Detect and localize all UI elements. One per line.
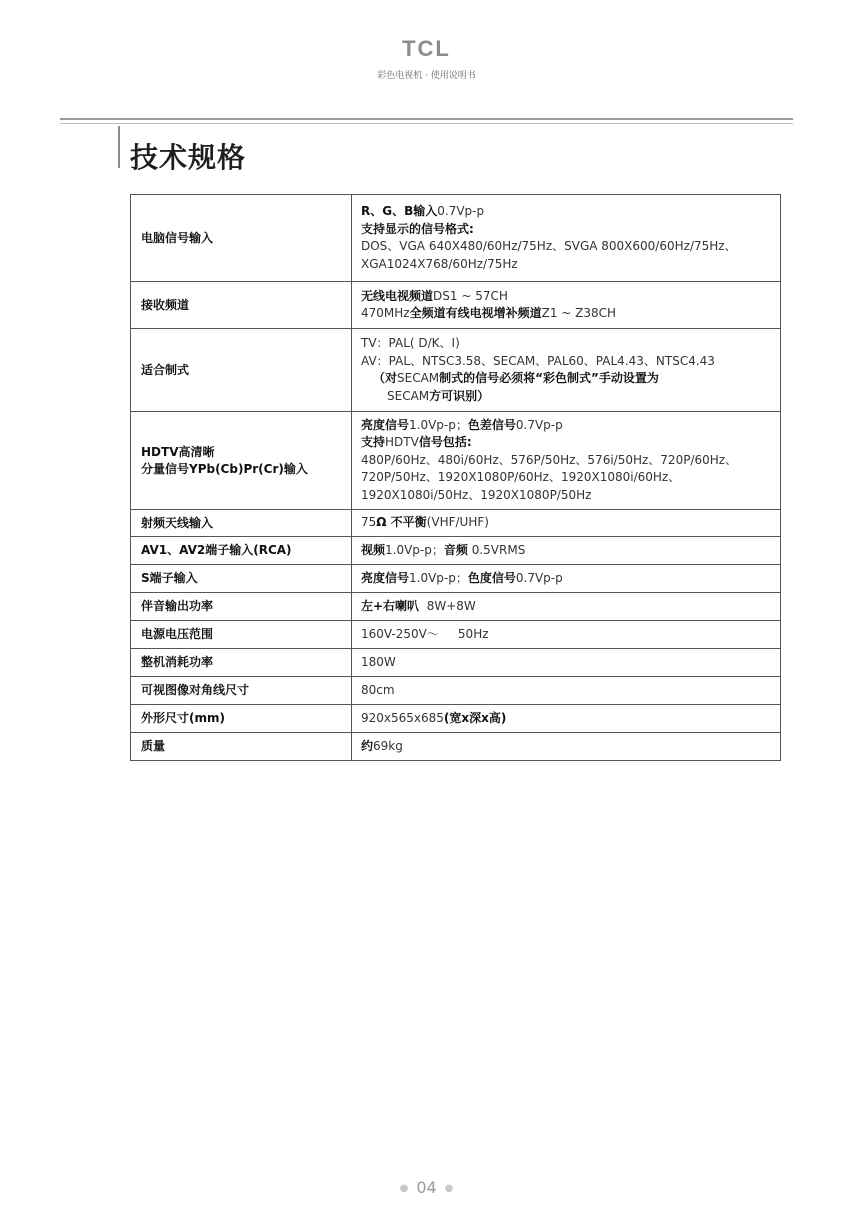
tcl-logo: TCL: [402, 36, 451, 61]
spec-label: 整机消耗功率: [131, 649, 352, 677]
table-row: [131, 705, 781, 733]
spec-value: 无线电视频道DS1 ~ 57CH 470MHz全频道有线电视增补频道Z1 ~ Z38CH: [352, 282, 781, 329]
header-divider-thin: [60, 123, 793, 124]
spec-label: 伴音输出功率: [131, 593, 352, 621]
table-row: [131, 677, 781, 705]
bullet-icon: ●: [444, 1183, 454, 1194]
spec-value: 160V-250V～ 50Hz: [352, 621, 781, 649]
page-number: ● 04 ●: [0, 1178, 853, 1197]
table-row: [131, 565, 781, 593]
spec-value: 180W: [352, 649, 781, 677]
spec-label: HDTV高清晰 分量信号YPb(Cb)Pr(Cr)输入: [131, 412, 352, 510]
table-row: [131, 733, 781, 761]
bullet-icon: ●: [399, 1183, 409, 1194]
spec-value: 亮度信号1.0Vp-p；色度信号0.7Vp-p: [352, 565, 781, 593]
table-row: [131, 621, 781, 649]
table-row: [131, 282, 781, 329]
table-row: [131, 537, 781, 565]
spec-label: AV1、AV2端子输入(RCA): [131, 537, 352, 565]
header-divider: [60, 118, 793, 120]
table-row: [131, 412, 781, 510]
spec-label: 可视图像对角线尺寸: [131, 677, 352, 705]
spec-label: 电源电压范围: [131, 621, 352, 649]
table-row: [131, 593, 781, 621]
spec-value: 视频1.0Vp-p；音频 0.5VRMS: [352, 537, 781, 565]
header-subtitle: 彩色电视机 · 使用说明书: [377, 71, 476, 81]
table-row: [131, 649, 781, 677]
spec-label: 电脑信号输入: [131, 195, 352, 282]
table-row: [131, 195, 781, 282]
table-row: [131, 510, 781, 537]
spec-label: S端子输入: [131, 565, 352, 593]
spec-value: 80cm: [352, 677, 781, 705]
spec-value: TV：PAL( D/K、I) AV：PAL、NTSC3.58、SECAM、PAL60、PAL4.43、NTSC4.43 （对SECAM制式的信号必须将“彩色制式”手动设置为 SECAM方可识别）: [352, 329, 781, 412]
spec-value: 920x565x685(宽x深x高): [352, 705, 781, 733]
spec-label: 适合制式: [131, 329, 352, 412]
title-accent-bar: [118, 126, 120, 168]
spec-value: 约69kg: [352, 733, 781, 761]
spec-label: 接收频道: [131, 282, 352, 329]
spec-label: 质量: [131, 733, 352, 761]
spec-value: 左+右喇叭 8W+8W: [352, 593, 781, 621]
table-row: [131, 329, 781, 412]
spec-value: 亮度信号1.0Vp-p；色差信号0.7Vp-p 支持HDTV信号包括: 480P/60Hz、480i/60Hz、576P/50Hz、576i/50Hz、720P/60Hz、 720P/50Hz、1920X1080P/60Hz、1920X1080i/60Hz、 1920X1080i/50Hz、1920X1080P/50Hz: [352, 412, 781, 510]
spec-label: 外形尺寸(mm): [131, 705, 352, 733]
spec-value: 75Ω 不平衡(VHF/UHF): [352, 510, 781, 537]
page-title: 技术规格: [130, 141, 247, 174]
spec-table: [130, 194, 781, 761]
spec-value: R、G、B输入0.7Vp-p 支持显示的信号格式: DOS、VGA 640X480/60Hz/75Hz、SVGA 800X600/60Hz/75Hz、 XGA1024X768/60Hz/75Hz: [352, 195, 781, 282]
spec-label: 射频天线输入: [131, 510, 352, 537]
